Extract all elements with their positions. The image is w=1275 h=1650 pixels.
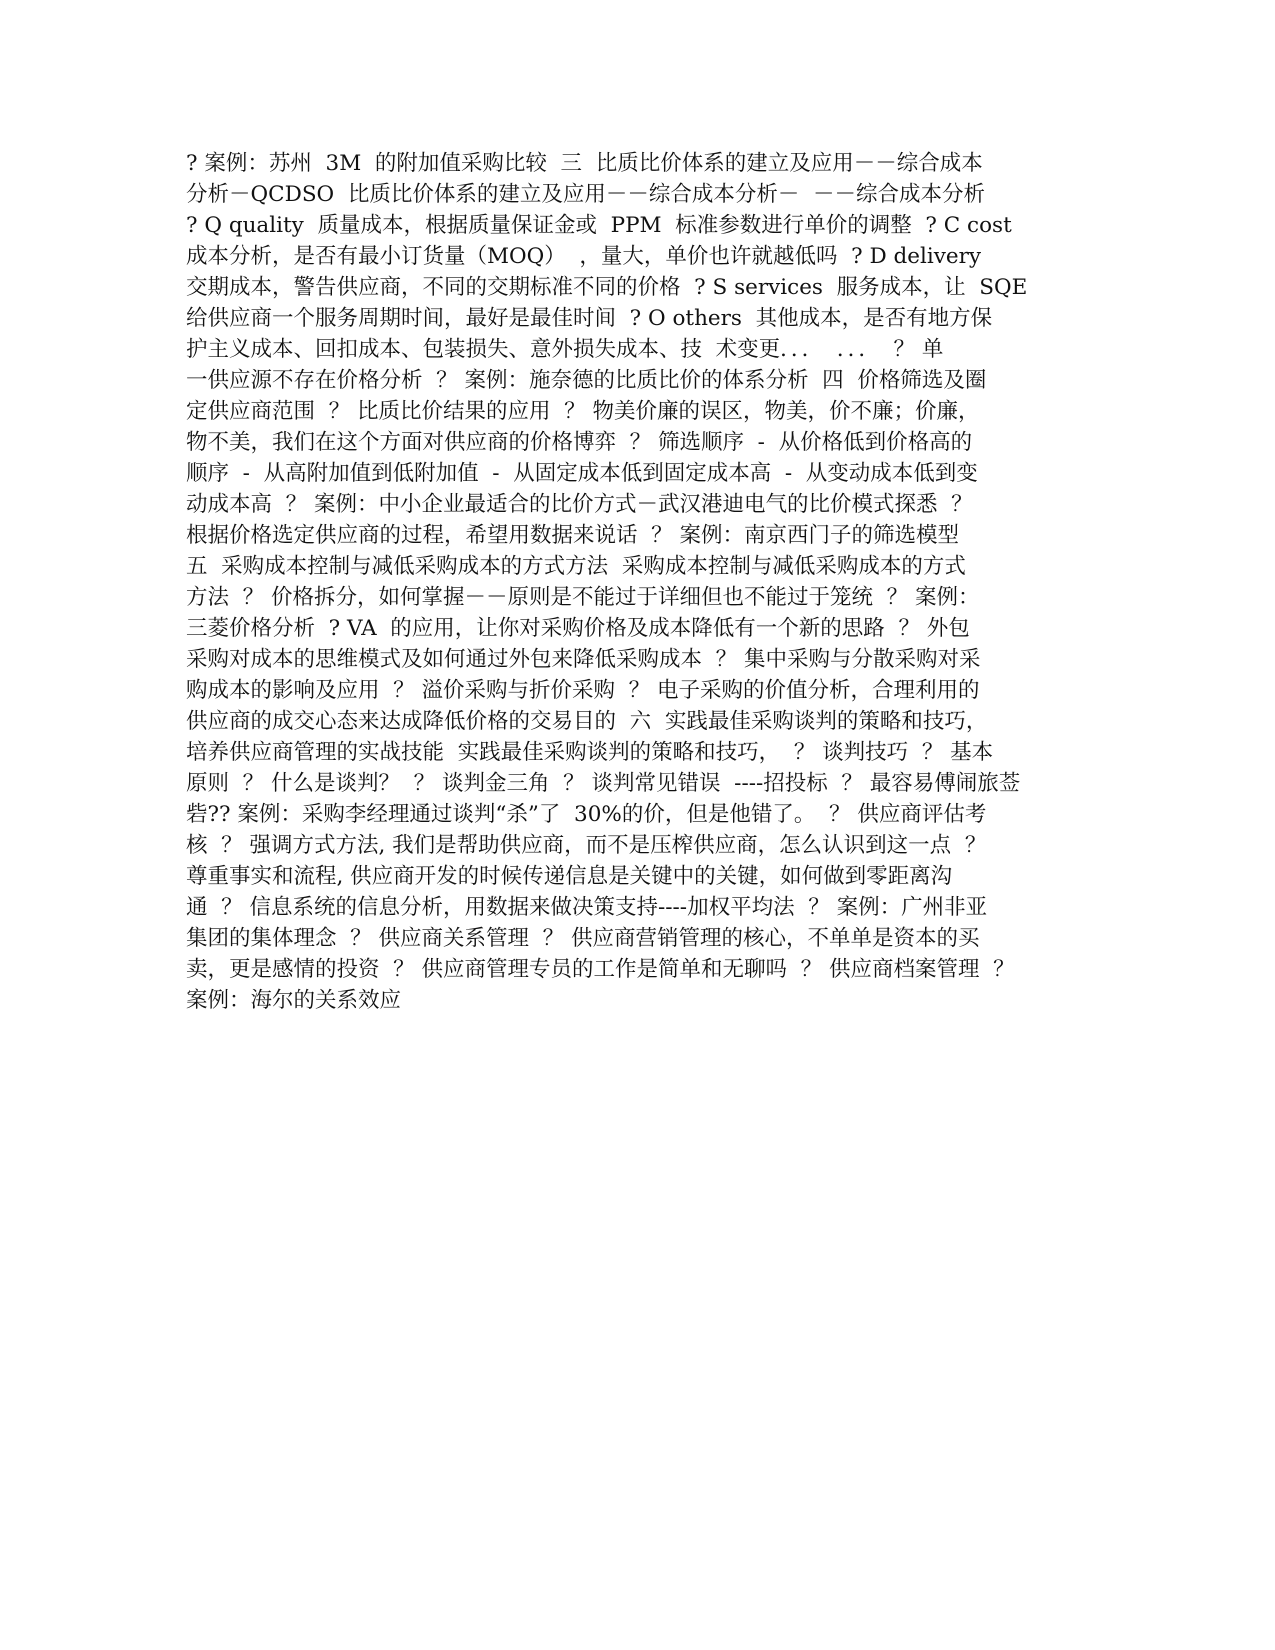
text-line: 采购对成本的思维模式及如何通过外包来降低采购成本 ？ 集中采购与分散采购对采 (186, 647, 981, 672)
text-line: 培养供应商管理的实战技能 实践最佳采购谈判的策略和技巧， ？ 谈判技巧 ？ 基本 (186, 740, 994, 765)
text-line: 定供应商范围 ？ 比质比价结果的应用 ？ 物美价廉的误区，物美，价不廉；价廉， (186, 399, 980, 424)
text-line: 核 ？ 强调方式方法, 我们是帮助供应商，而不是压榨供应商，怎么认识到这一点 ？ (186, 833, 987, 858)
text-line: 尊重事实和流程, 供应商开发的时候传递信息是关键中的关键，如何做到零距离沟 (186, 864, 953, 889)
text-line: 护主义成本、回扣成本、包装损失、意外损失成本、技 术变更．．． ．．． ？ 单 (186, 337, 944, 362)
text-line: 分析－QCDSO 比质比价体系的建立及应用－－综合成本分析－ －－综合成本分析 (186, 182, 986, 207)
text-line: 购成本的影响及应用 ？ 溢价采购与折价采购 ？ 电子采购的价值分析，合理利用的 (186, 678, 980, 703)
text-line: 集团的集体理念 ？ 供应商关系管理 ？ 供应商营销管理的核心，不单单是资本的买 (186, 926, 980, 951)
text-line: 成本分析，是否有最小订货量（MOQ） ，量大，单价也许就越低吗 ? D delivery (186, 244, 982, 269)
body-text (186, 148, 1106, 1016)
text-line: ? 案例：苏州 3M 的附加值采购比较 三 比质比价体系的建立及应用－－综合成本 (186, 151, 983, 176)
text-line: 物不美，我们在这个方面对供应商的价格博弈 ？ 筛选顺序 - 从价格低到价格高的 (186, 430, 973, 455)
text-line: 顺序 - 从高附加值到低附加值 - 从固定成本低到固定成本高 - 从变动成本低到变 (186, 461, 978, 486)
text-line: 一供应源不存在价格分析 ？ 案例：施奈德的比质比价的体系分析 四 价格筛选及圈 (186, 368, 987, 393)
text-line: 交期成本，警告供应商，不同的交期标准不同的价格 ? S services 服务成本，让 SQE (186, 275, 1028, 300)
text-line: 通 ？ 信息系统的信息分析，用数据来做决策支持----加权平均法 ？ 案例：广州非亚 (186, 895, 988, 920)
text-line: 砦?? 案例：采购李经理通过谈判“杀”了 30%的价，但是他错了。 ？ 供应商评估考 (186, 802, 987, 827)
text-line: 根据价格选定供应商的过程，希望用数据来说话 ？ 案例：南京西门子的筛选模型 (186, 523, 960, 548)
text-line: 案例：海尔的关系效应 (186, 988, 402, 1013)
text-line: 原则 ？ 什么是谈判？ ？ 谈判金三角 ？ 谈判常见错误 ----招投标 ？ 最容易傅闹旅莶 (186, 771, 1021, 796)
text-line: 给供应商一个服务周期时间，最好是最佳时间 ? O others 其他成本，是否有地方保 (186, 306, 993, 331)
text-line: ? Q quality 质量成本，根据质量保证金或 PPM 标准参数进行单价的调整 ? C cost (186, 213, 1012, 238)
text-line: 卖，更是感情的投资 ？ 供应商管理专员的工作是简单和无聊吗 ？ 供应商档案管理 ？ (186, 957, 1015, 982)
text-line: 动成本高 ？ 案例：中小企业最适合的比价方式－武汉港迪电气的比价模式探悉 ？ (186, 492, 973, 517)
text-line: 供应商的成交心态来达成降低价格的交易目的 六 实践最佳采购谈判的策略和技巧， (186, 709, 988, 734)
text-line: 五 采购成本控制与减低采购成本的方式方法 采购成本控制与减低采购成本的方式 (186, 554, 966, 579)
text-line: 三菱价格分析 ? VA 的应用，让你对采购价格及成本降低有一个新的思路 ？ 外包 (186, 616, 970, 641)
text-line: 方法 ？ 价格拆分，如何掌握－－原则是不能过于详细但也不能过于笼统 ？ 案例： (186, 585, 980, 610)
